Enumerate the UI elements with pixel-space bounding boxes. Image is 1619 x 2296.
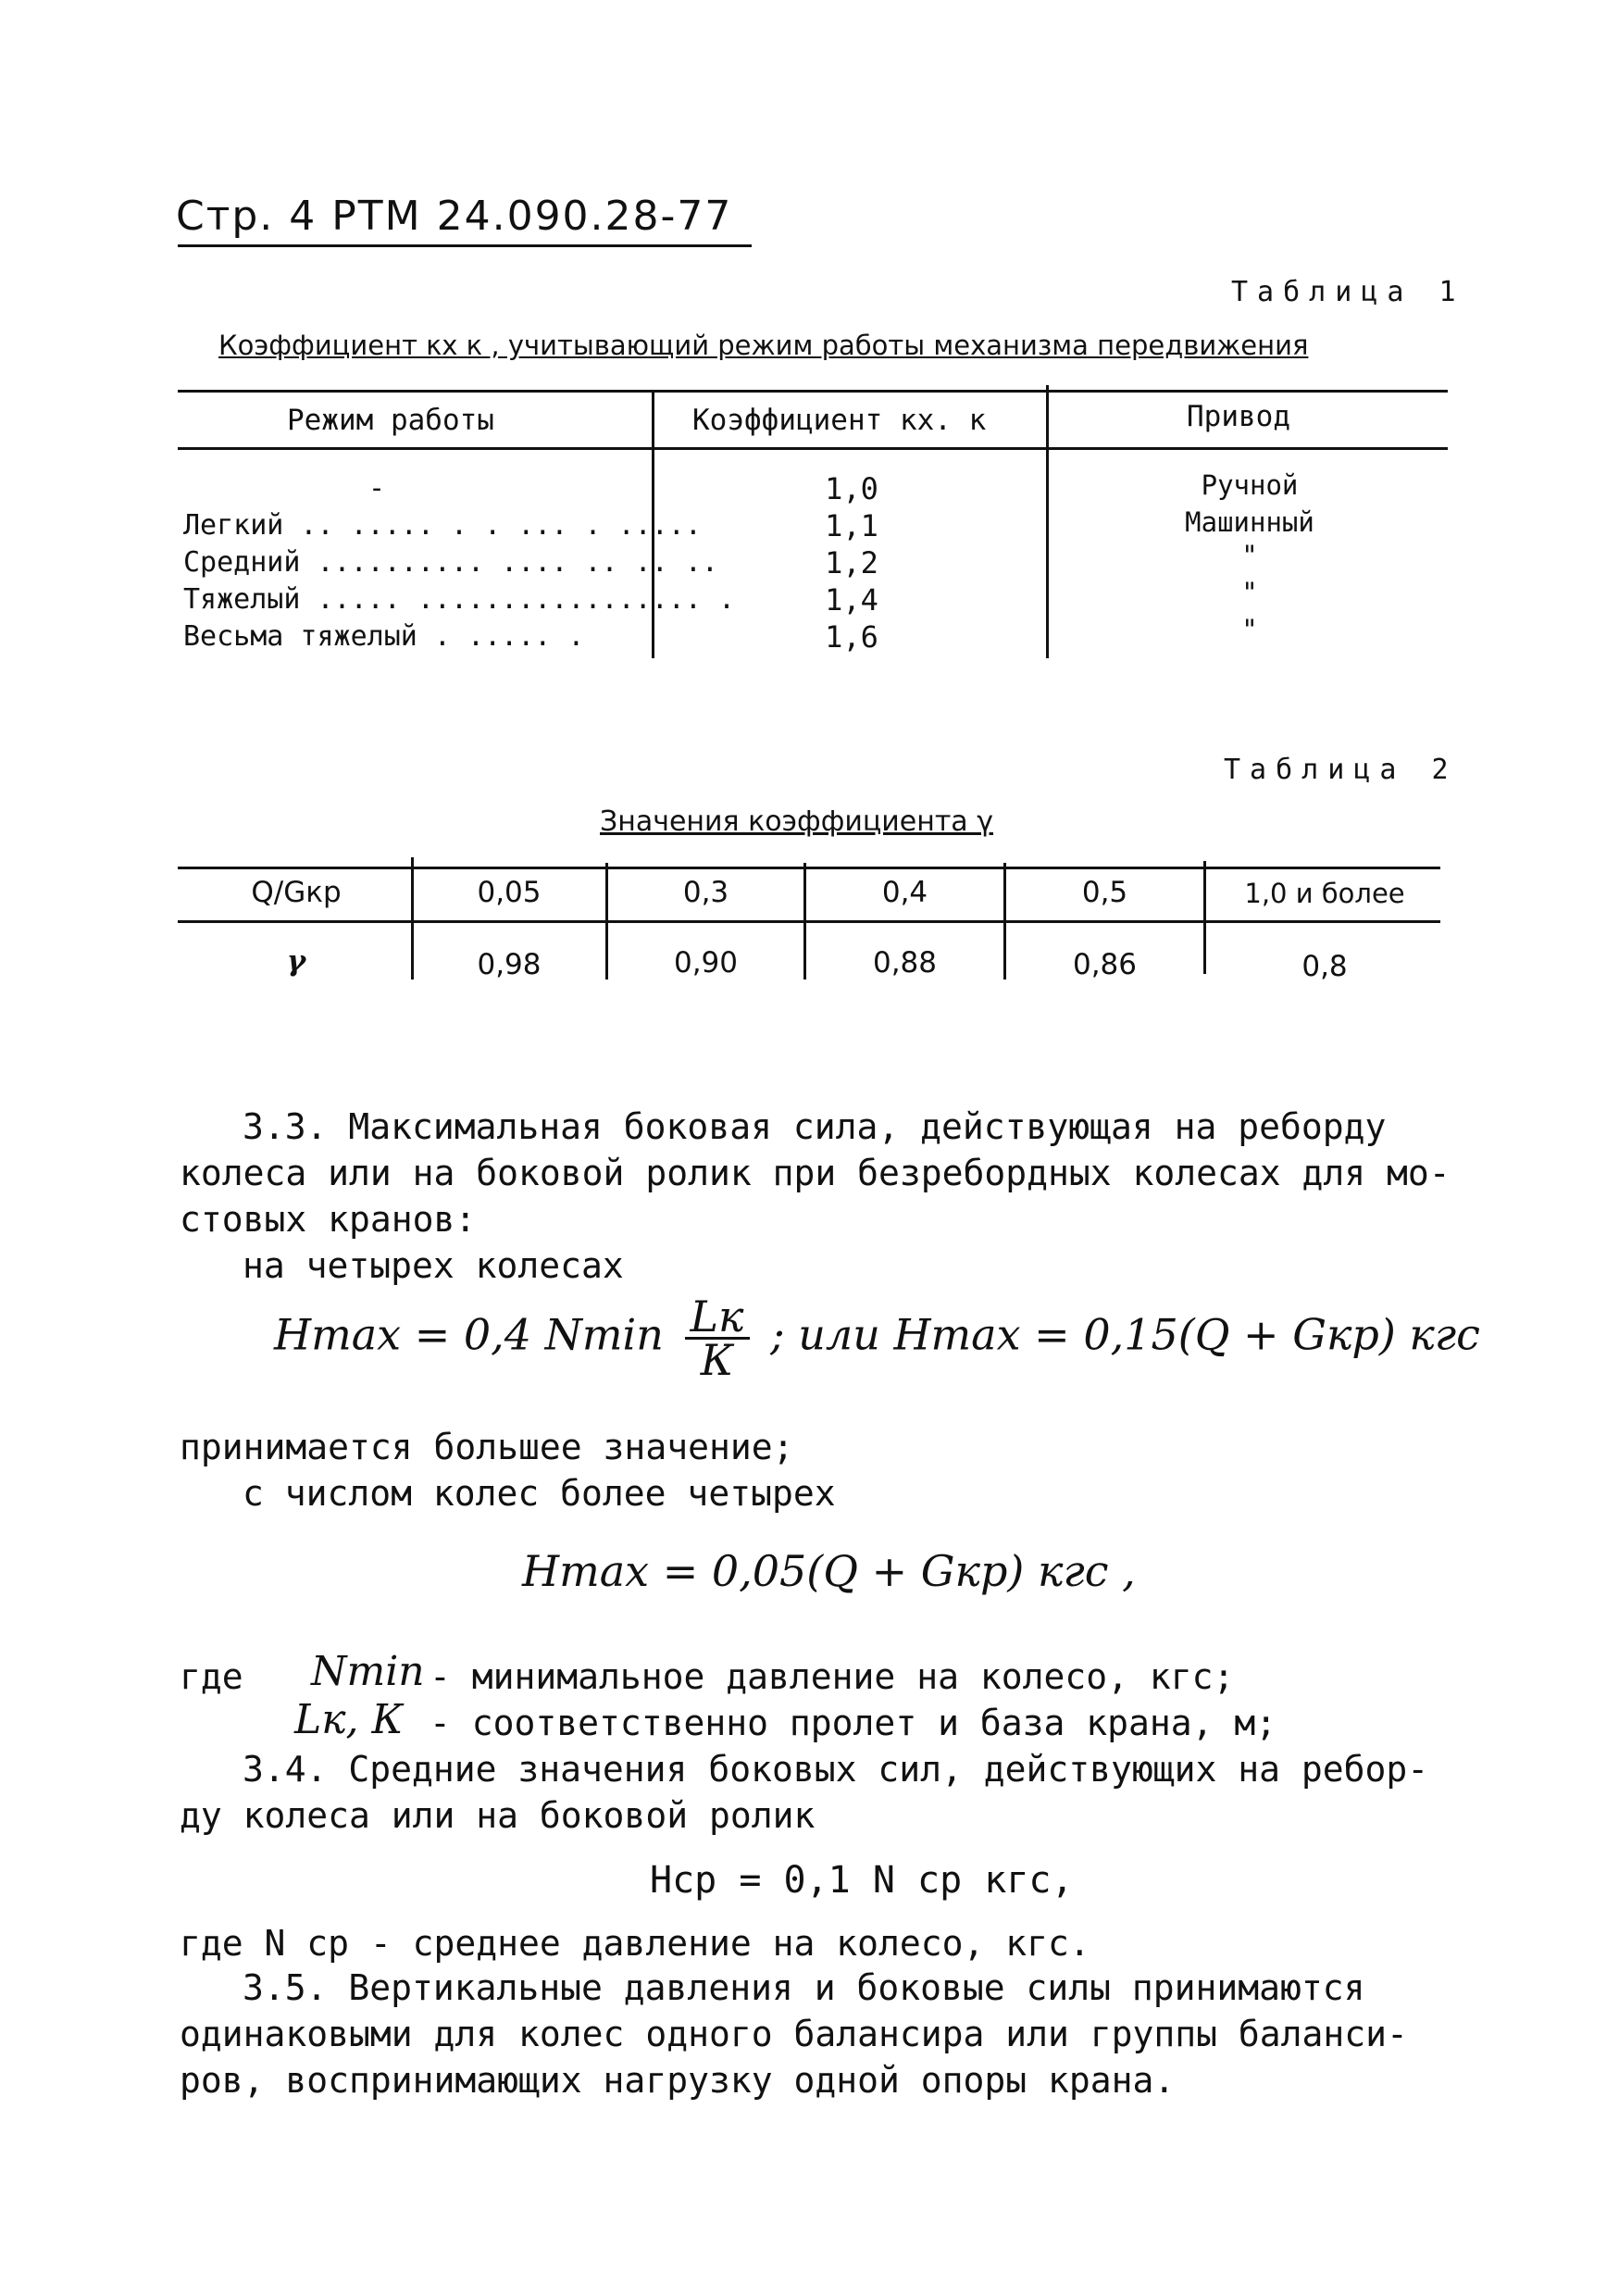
p35-line2: одинаковыми для колес одного балансира или группы баланси- <box>180 2014 1408 2054</box>
table2-row2-col4: 0,88 <box>872 946 938 980</box>
table1-caption: Коэффициент κх к , учитывающий режим работы механизма передвижения <box>218 330 1309 361</box>
table1-row5-drive: " <box>1241 614 1258 645</box>
table1-row2-drive: Машинный <box>1185 506 1314 538</box>
table1-col-divider-2 <box>1046 385 1049 658</box>
table2-caption: Значения коэффициента γ <box>600 805 993 838</box>
page-header: Стр. 4 РТМ 24.090.28-77 <box>176 193 733 240</box>
p-more-than-four: с числом колес более четырех <box>243 1473 836 1514</box>
table1-row5-coef: 1,6 <box>825 619 878 655</box>
where2-text: - соответственно пролет и база крана, м; <box>430 1703 1277 1743</box>
where1-text: - минимальное давление на колесо, кгс; <box>430 1656 1235 1697</box>
header-underline <box>178 244 752 247</box>
formula1-numerator: Lк <box>685 1296 750 1340</box>
p34-line1: 3.4. Средние значения боковых сил, действующих на ребор- <box>243 1749 1429 1790</box>
table1-row5-mode: Весьма тяжелый . ..... . <box>183 620 585 653</box>
formula1-part-b: ; или Hmax = 0,15(Q + Gкр) кгс <box>770 1309 1480 1360</box>
table2-row2-col3: 0,90 <box>673 946 739 980</box>
table1-row1-coef: 1,0 <box>825 471 878 506</box>
table1-row1-drive: Ручной <box>1201 469 1299 501</box>
table1-row3-drive: " <box>1241 540 1258 571</box>
p35-line3: ров, воспринимающих нагрузку одной опоры крана. <box>180 2060 1176 2101</box>
table1-header-mode: Режим работы <box>287 404 494 437</box>
table1-top-rule <box>178 390 1448 393</box>
table1-row4-coef: 1,4 <box>825 582 878 618</box>
table1-row4-mode: Тяжелый ..... ................. . <box>183 583 736 616</box>
table2-row1-col5: 0,5 <box>1081 876 1128 909</box>
table1-row4-drive: " <box>1241 577 1258 608</box>
formula1-fraction <box>685 1292 750 1385</box>
table1-row2-coef: 1,1 <box>825 508 878 543</box>
table1-row3-mode: Средний .......... .... .. .. .. <box>183 546 718 579</box>
table1-row3-coef: 1,2 <box>825 545 878 580</box>
formula-hmax-four-wheels <box>274 1292 1480 1385</box>
table2-row1-col4: 0,4 <box>881 876 928 909</box>
table2-col-divider-1 <box>411 857 414 980</box>
table1-label: Таблица 1 <box>1231 276 1465 308</box>
table2-row2-col1: γ <box>286 944 306 978</box>
formula1-part-a: Hmax = 0,4 Nmin <box>274 1309 664 1360</box>
table2-top-rule <box>178 867 1440 869</box>
table2-col-divider-2 <box>605 863 608 980</box>
table2-middle-rule <box>178 920 1440 923</box>
formula-hmax-more-wheels: Hmax = 0,05(Q + Gкр) кгс , <box>522 1546 1136 1596</box>
table1-header-coef: Коэффициент κх. к <box>692 404 987 437</box>
table2-row1-col2: 0,05 <box>477 876 542 909</box>
formula-hcp: Hср = 0,1 N ср кгс, <box>650 1859 1074 1902</box>
table2-row1-col6: 1,0 и более <box>1244 878 1405 909</box>
table2-row1-col1: Q/Gкр <box>251 876 342 909</box>
table2-row2-col2: 0,98 <box>477 948 542 981</box>
table1-header-rule <box>178 447 1448 450</box>
table2-col-divider-5 <box>1203 861 1206 974</box>
p33-line4: на четырех колесах <box>243 1245 624 1286</box>
table2-col-divider-4 <box>1003 863 1006 980</box>
p-take-larger: принимается большее значение; <box>180 1427 794 1467</box>
table1-header-drive: Привод <box>1187 400 1290 433</box>
p34-line2: ду колеса или на боковой ролик <box>180 1795 816 1836</box>
p35-line1: 3.5. Вертикальные давления и боковые силы принимаются <box>243 1967 1365 2008</box>
where1-lead: где <box>180 1656 243 1697</box>
table1-row1-mode: - <box>368 472 386 505</box>
table1-row2-mode: Легкий .. ..... . . ... . ..... <box>183 509 702 542</box>
formula1-denominator: К <box>700 1335 734 1385</box>
table2-col-divider-3 <box>803 863 806 980</box>
table2-row1-col3: 0,3 <box>682 876 729 909</box>
p33-line2: колеса или на боковой ролик при безребордных колесах для мо- <box>180 1153 1451 1193</box>
where1-symbol: Nmin <box>311 1648 425 1695</box>
p33-line1: 3.3. Максимальная боковая сила, действующая на реборду <box>243 1106 1387 1147</box>
where2-symbol: Lк, К <box>294 1696 404 1743</box>
table2-row2-col6: 0,8 <box>1301 950 1348 983</box>
table2-row2-col5: 0,86 <box>1072 948 1138 981</box>
p33-line3: стовых кранов: <box>180 1199 477 1240</box>
where3-text: где N ср - среднее давление на колесо, кгс. <box>180 1923 1090 1964</box>
table2-label: Таблица 2 <box>1224 754 1458 786</box>
